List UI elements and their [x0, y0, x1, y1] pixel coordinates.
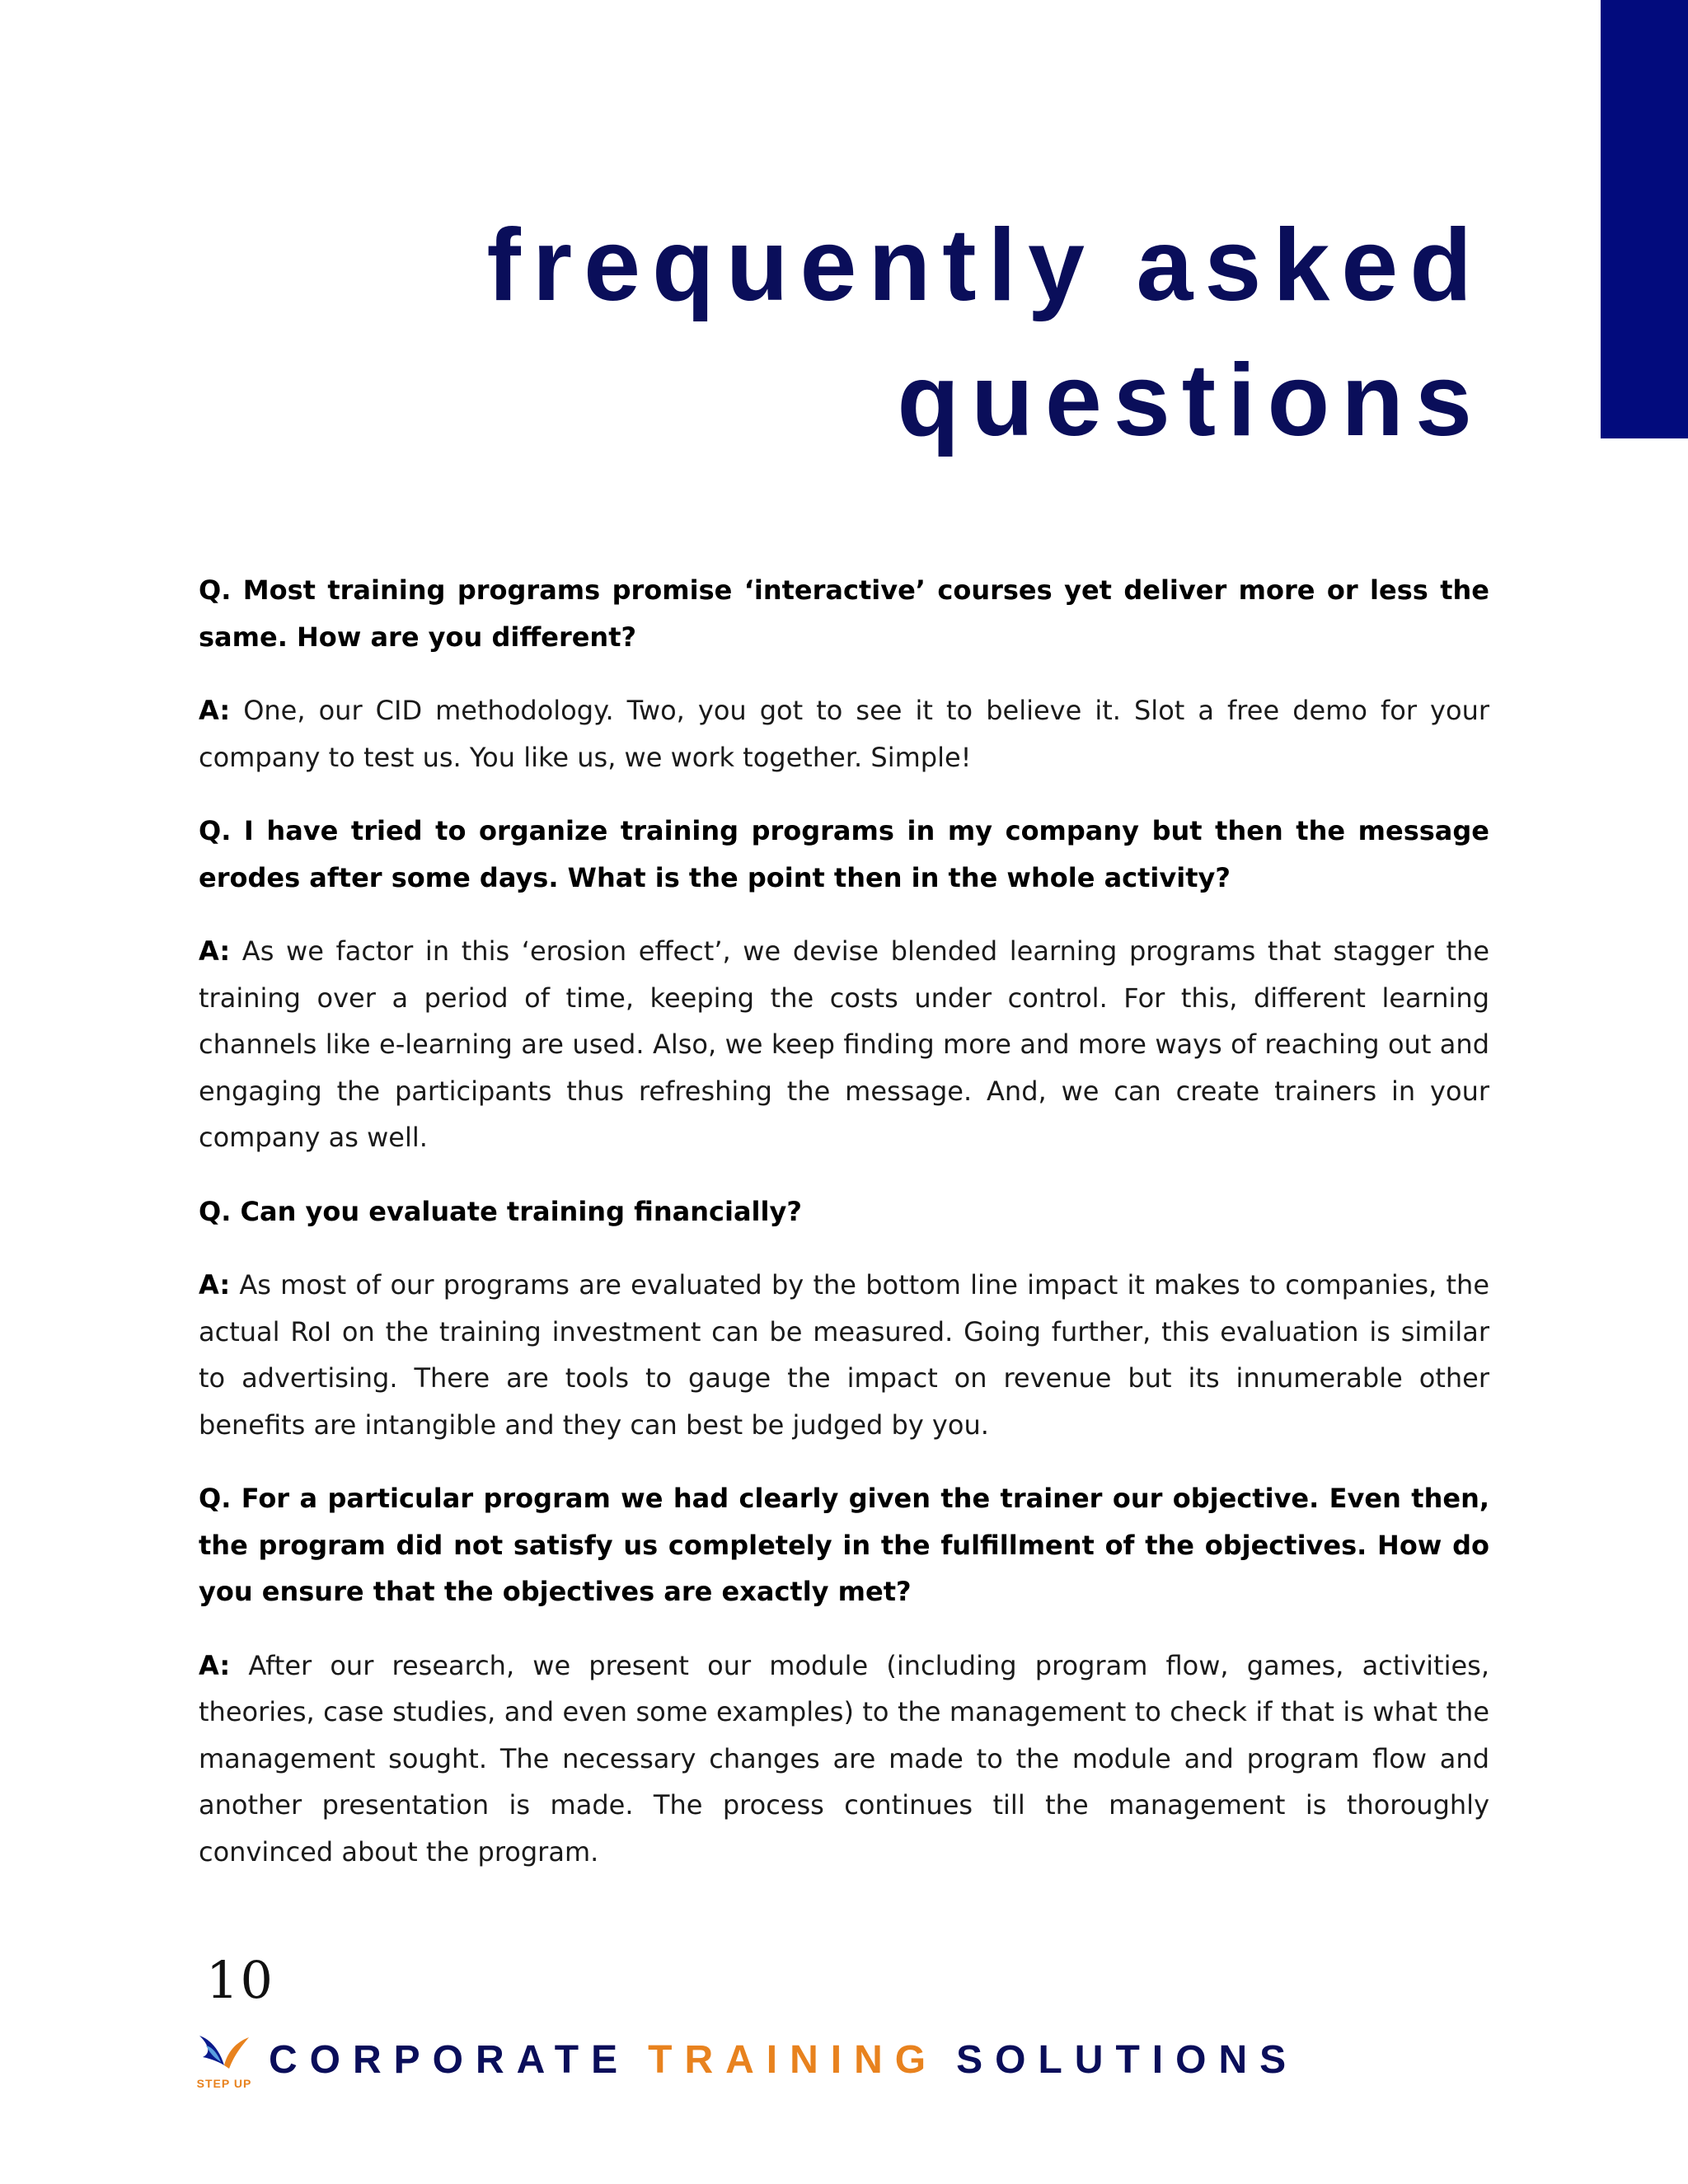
footer-word-solutions: SOLUTIONS: [956, 2038, 1299, 2082]
faq-answer-2: [199, 928, 1489, 1161]
page-number: 10: [206, 1950, 274, 2010]
answer-label: A:: [199, 1269, 231, 1301]
logo-text: STEP UP: [196, 2077, 252, 2090]
answer-label: A:: [199, 1649, 231, 1681]
answer-text: As most of our programs are evaluated by the bottom line impact it makes to companies, the actual RoI on the training investment can be measured. Going further, this evaluation is similar to advertising. There are tools to gauge the impact on revenue but its innumerable other benefits are intangible and they can best be judged by you.: [199, 1269, 1489, 1441]
answer-text: One, our CID methodology. Two, you got to see it to believe it. Slot a free demo for your company to test us. You like us, we work together. Simple!: [199, 695, 1489, 773]
faq-question-1: Q. Most training programs promise ‘interactive’ courses yet deliver more or less the same. How are you different?: [199, 574, 1489, 653]
page-title: [198, 198, 1484, 468]
faq-answer-4: [199, 1643, 1489, 1876]
answer-label: A:: [199, 935, 231, 967]
answer-label: A:: [199, 695, 231, 726]
footer-brand: [269, 2036, 1298, 2085]
faq-list: [199, 567, 1489, 1902]
answer-text: After our research, we present our module (including program flow, games, activities, theories, case studies, and even some examples) to the management to check if that is what the management sought. The necessary changes are made to the module and program flow and another presentation is made. The process continues till the management is thoroughly convinced about the program.: [199, 1649, 1489, 1868]
faq-question-4: Q. For a particular program we had clearly given the trainer our objective. Even then, the program did not satisfy us completely in the fulfillment of the objectives. How do you ensure that the objectives are exactly met?: [199, 1483, 1489, 1607]
footer-word-corporate: CORPORATE: [269, 2038, 631, 2082]
faq-question-2: Q. I have tried to organize training programs in my company but then the message erodes after some days. What is the point then in the whole activity?: [199, 815, 1489, 893]
answer-text: As we factor in this ‘erosion effect’, we devise blended learning programs that stagger the training over a period of time, keeping the costs under control. For this, different learning channels like e-learning are used. Also, we keep finding more and more ways of reaching out and engaging the participants thus refreshing the message. And, we can create trainers in your company as well.: [199, 935, 1489, 1153]
faq-answer-1: [199, 687, 1489, 780]
footer-word-training: TRAINING: [648, 2038, 939, 2082]
side-accent-bar: [1601, 0, 1688, 438]
page-title-line-1: frequently asked: [486, 209, 1484, 322]
faq-answer-3: [199, 1262, 1489, 1448]
page-title-line-2: questions: [897, 344, 1484, 457]
faq-question-3: Q. Can you evaluate training financially?: [199, 1195, 802, 1227]
